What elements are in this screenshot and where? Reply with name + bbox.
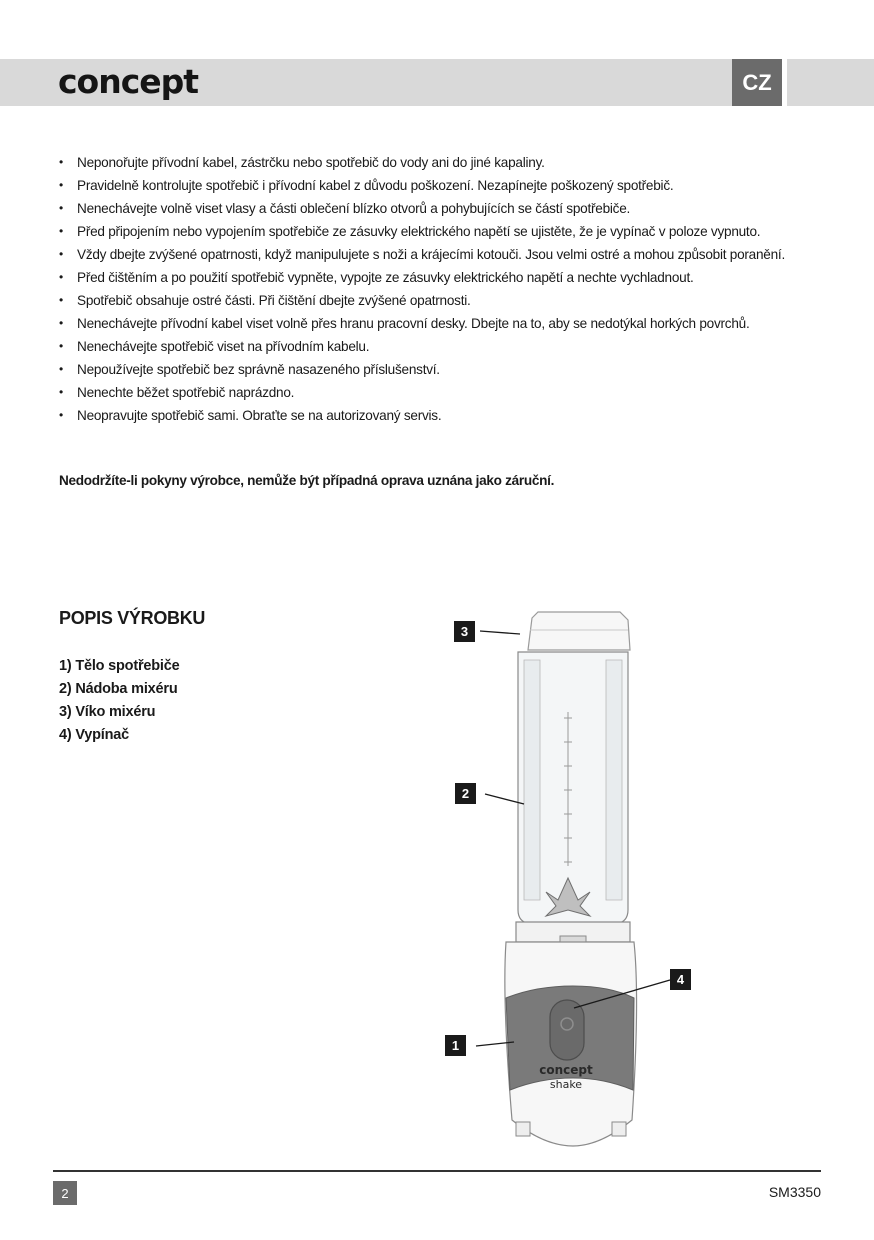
header-divider (782, 59, 787, 106)
page-number: 2 (53, 1181, 77, 1205)
part-item: 1) Tělo spotřebiče (59, 658, 180, 674)
model-number: SM3350 (768, 1184, 821, 1200)
callout-1: 1 (445, 1035, 466, 1056)
language-badge: CZ (732, 59, 782, 106)
list-item: • Vždy dbejte zvýšené opatrnosti, když manipulujete s noži a krájecími kotouči. Jsou velmi ostré a mohou způsobit poranění. (59, 243, 829, 266)
footer-divider (53, 1170, 821, 1172)
lid-shape (528, 612, 630, 650)
device-model-label: shake (549, 1078, 583, 1091)
callout-3: 3 (454, 621, 475, 642)
device-brand-label: concept (539, 1063, 593, 1077)
list-item: • Neopravujte spotřebič sami. Obraťte se na autorizovaný servis. (59, 404, 829, 427)
part-item: 3) Víko mixéru (59, 704, 156, 720)
blender-illustration (440, 600, 710, 1160)
list-item: • Před připojením nebo vypojením spotřebiče ze zásuvky elektrického napětí se ujistěte, že je vypínač v poloze vypnuto. (59, 220, 829, 243)
list-item: • Před čištěním a po použití spotřebič vypněte, vypojte ze zásuvky elektrického napětí a nechte vychladnout. (59, 266, 829, 289)
list-item: • Pravidelně kontrolujte spotřebič i přívodní kabel z důvodu poškození. Nezapínejte poškozený spotřebič. (59, 174, 829, 197)
list-item: • Nenechte běžet spotřebič naprázdno. (59, 381, 829, 404)
list-item: • Neponořujte přívodní kabel, zástrčku nebo spotřebič do vody ani do jiné kapaliny. (59, 151, 829, 174)
section-title: POPIS VÝROBKU (59, 608, 206, 628)
list-item: • Nenechávejte volně viset vlasy a části oblečení blízko otvorů a pohybujících se částí spotřebiče. (59, 197, 829, 220)
blender-figure (440, 600, 710, 1160)
list-item: • Spotřebič obsahuje ostré části. Při čištění dbejte zvýšené opatrnosti. (59, 289, 829, 312)
brand-logo: concept (58, 62, 199, 101)
warranty-warning: Nedodržíte-li pokyny výrobce, nemůže být případná oprava uznána jako záruční. (59, 473, 555, 488)
safety-list (59, 151, 829, 427)
part-item: 4) Vypínač (59, 727, 129, 743)
callout-4: 4 (670, 969, 691, 990)
part-item: 2) Nádoba mixéru (59, 681, 178, 697)
parts-list (59, 655, 180, 747)
callout-2: 2 (455, 783, 476, 804)
list-item: • Nenechávejte přívodní kabel viset volně přes hranu pracovní desky. Dbejte na to, aby se nedotýkal horkých povrchů. (59, 312, 829, 335)
leader-line-3 (480, 631, 520, 634)
list-item: • Nepoužívejte spotřebič bez správně nasazeného příslušenství. (59, 358, 829, 381)
list-item: • Nenechávejte spotřebič viset na přívodním kabelu. (59, 335, 829, 358)
